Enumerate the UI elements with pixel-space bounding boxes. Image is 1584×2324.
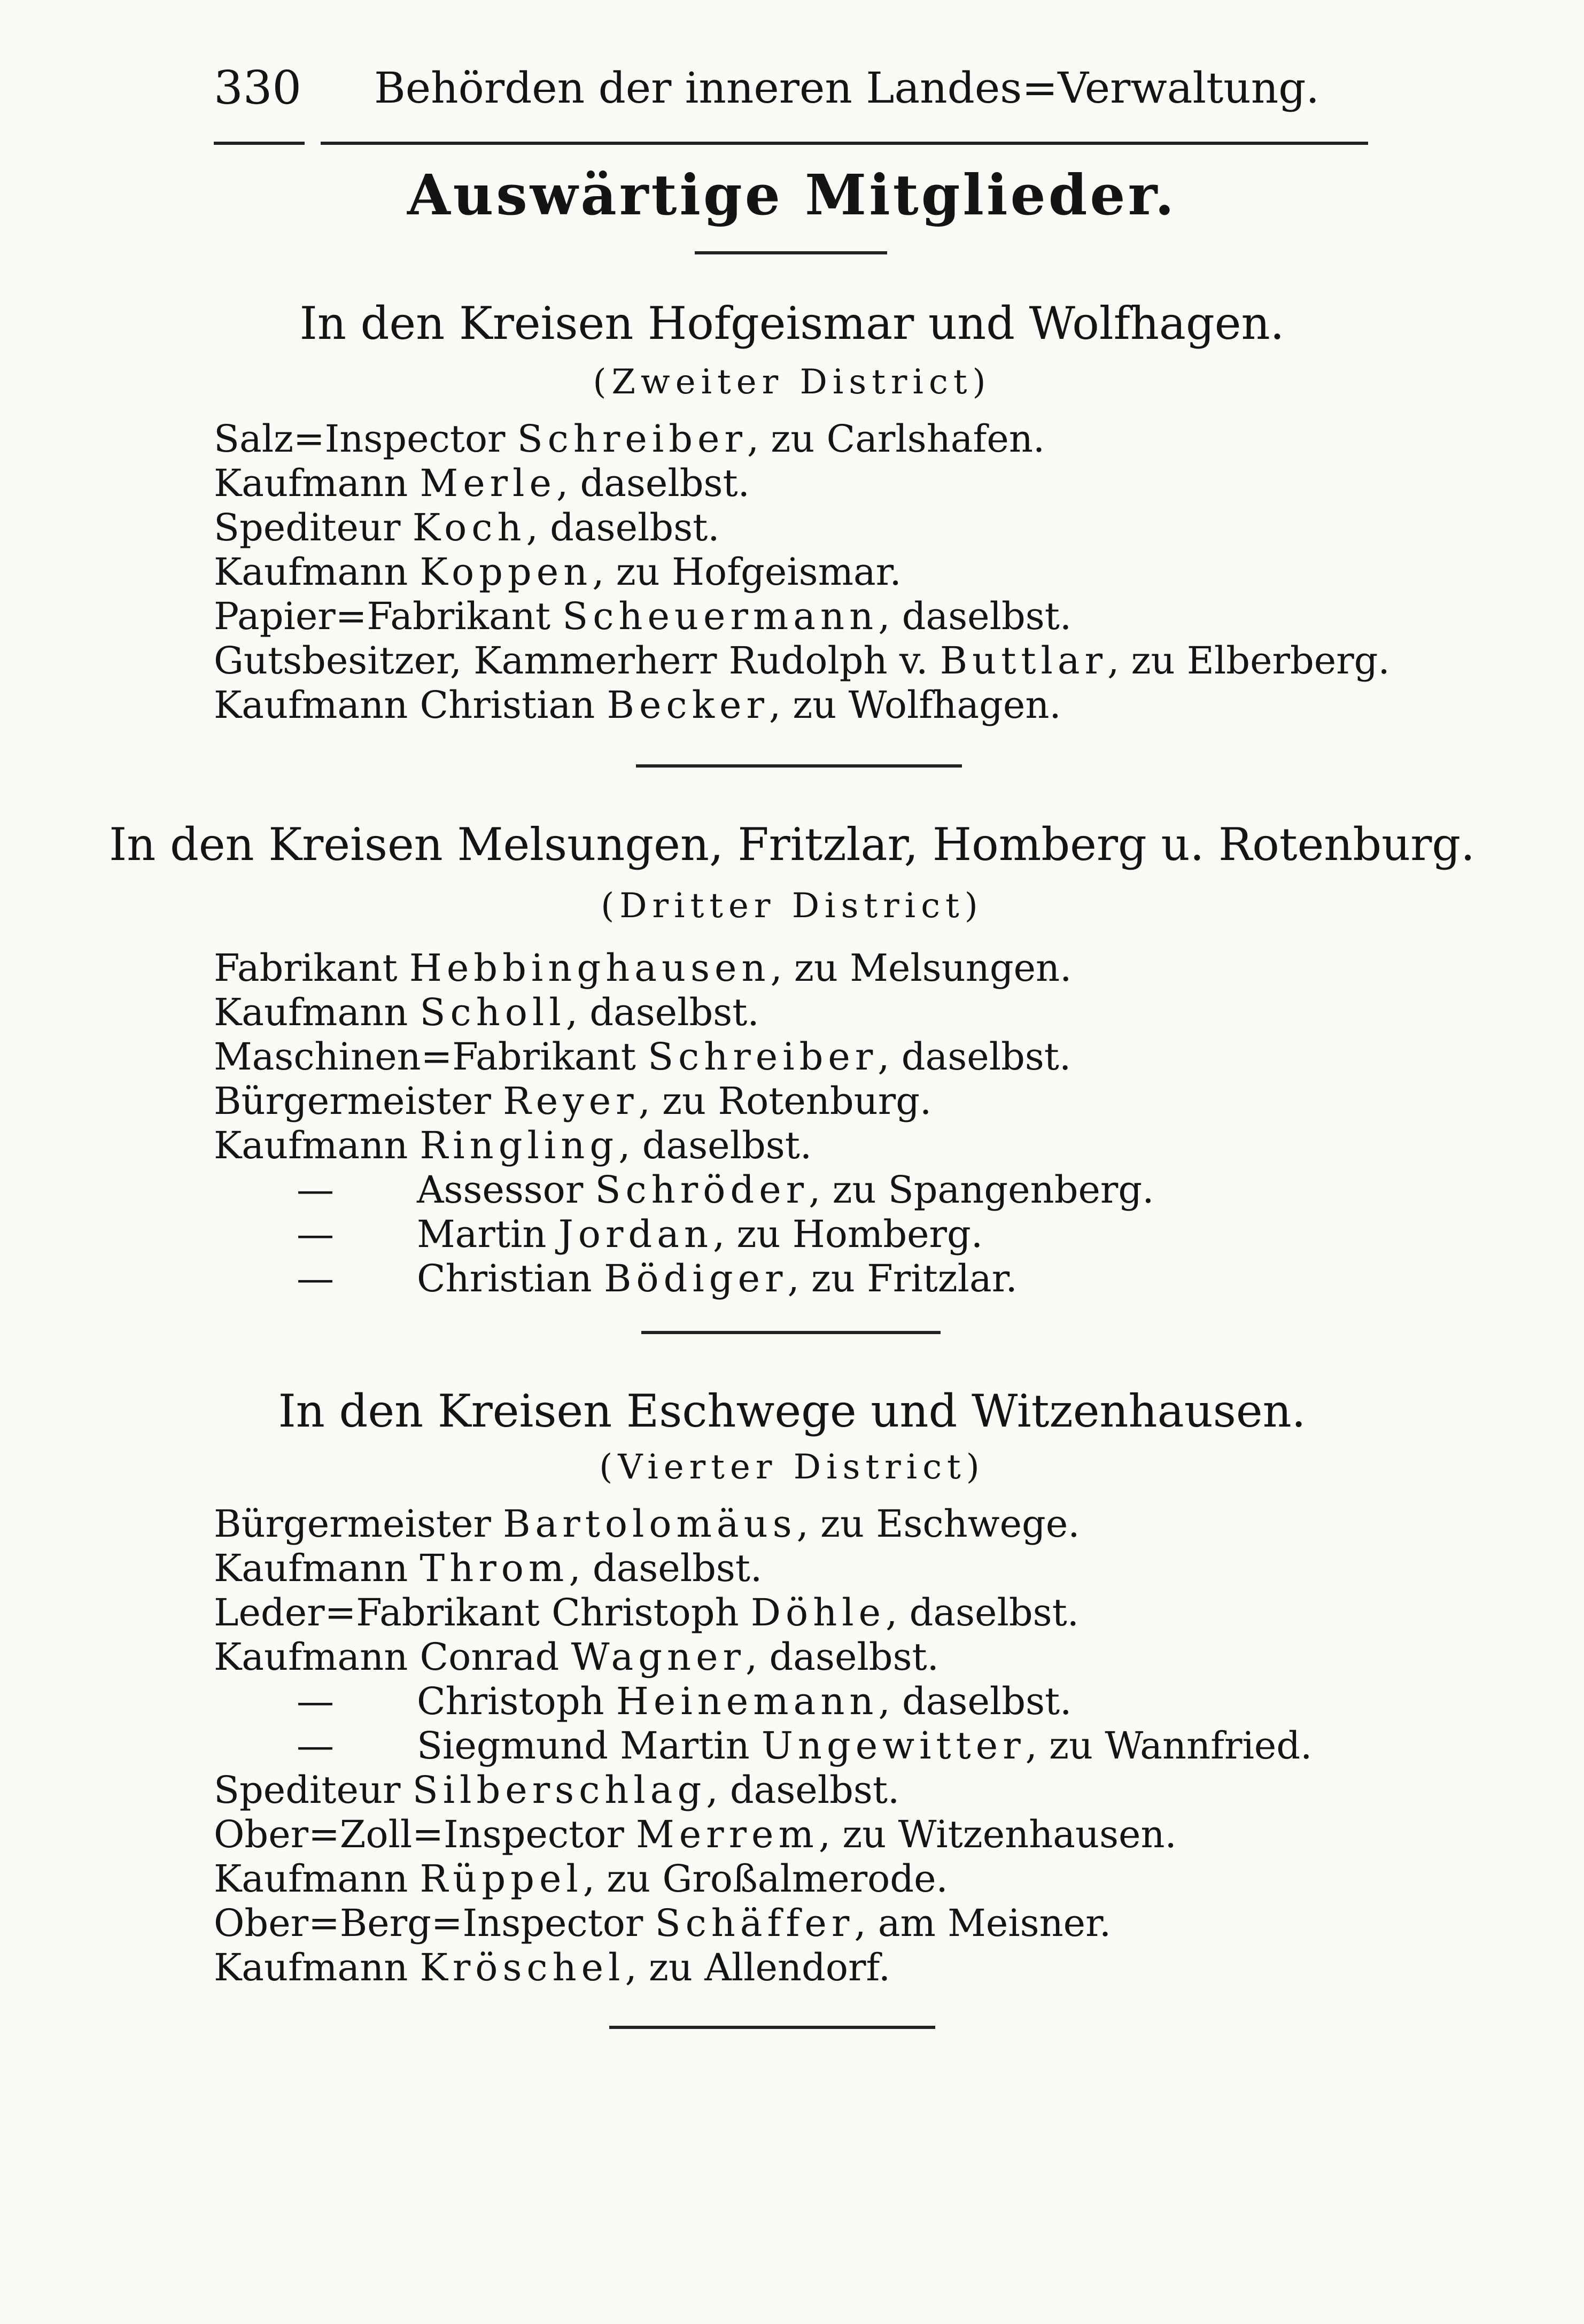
entry-title: Bürgermeister (214, 1502, 503, 1546)
page-header (214, 59, 1368, 118)
entry-title: Kaufmann (214, 1857, 420, 1901)
entry-name: Schröder (595, 1168, 809, 1212)
list-item (214, 1079, 1389, 1124)
entry-name: Merrem (636, 1812, 819, 1856)
district-label-2: (Zweiter District) (593, 362, 991, 402)
ditto-dash: — (297, 1724, 334, 1768)
entry-title: Kaufmann Christian (214, 683, 607, 727)
entry-name: Hebbinghausen (409, 946, 771, 990)
entry-title: Kaufmann (214, 461, 420, 505)
entry-place: , zu Hofgeismar. (592, 550, 902, 594)
entry-name: Bödiger (604, 1257, 788, 1300)
entry-title: Kaufmann (214, 1124, 420, 1167)
entry-name: Koch (412, 506, 526, 549)
list-item (214, 1502, 1389, 1546)
ditto-dash: — (297, 1257, 334, 1300)
entry-place: , zu Allendorf. (625, 1946, 891, 1989)
entry-title: Maschinen=Fabrikant (214, 1035, 648, 1079)
list-item (214, 1257, 1389, 1301)
entry-place: , zu Homberg. (713, 1212, 983, 1256)
list-item (214, 1857, 1389, 1901)
entry-place: , daselbst. (569, 1546, 763, 1590)
entry-name: Buttlar (939, 639, 1108, 683)
running-head: Behörden der inneren Landes=Verwaltung. (374, 63, 1319, 113)
entry-place: , zu Großalmerode. (583, 1857, 948, 1901)
entry-name: Silberschlag (412, 1768, 706, 1812)
section-divider (636, 764, 962, 768)
district-label-4: (Vierter District) (599, 1447, 985, 1487)
entry-name: Rüppel (420, 1857, 583, 1901)
section-heading-melsungen: In den Kreisen Melsungen, Fritzlar, Homberg u. Rotenburg. (109, 818, 1475, 871)
page-number: 330 (214, 61, 302, 115)
entry-title: Leder=Fabrikant Christoph (214, 1591, 751, 1634)
ditto-dash: — (297, 1168, 334, 1212)
list-item (214, 1901, 1389, 1946)
entry-place: , daselbst. (618, 1124, 812, 1167)
list-item (214, 1679, 1389, 1724)
list-item (214, 1812, 1389, 1857)
list-item (214, 683, 1389, 727)
entry-place: , zu Elberberg. (1107, 639, 1390, 683)
list-item (214, 1724, 1389, 1768)
entry-place: , daselbst. (556, 461, 750, 505)
list-item (214, 1035, 1389, 1079)
section-heading-eschwege: In den Kreisen Eschwege und Witzenhausen. (278, 1385, 1306, 1437)
entry-place: , zu Carlshafen. (747, 417, 1045, 461)
list-item (214, 417, 1389, 461)
entry-place: , zu Wannfried. (1025, 1724, 1313, 1768)
entry-title: Assessor (417, 1168, 595, 1212)
entry-place: , zu Spangenberg. (809, 1168, 1154, 1212)
entry-title: Martin (417, 1212, 558, 1256)
list-item (214, 1946, 1389, 1990)
list-item (214, 1768, 1389, 1812)
entry-title: Fabrikant (214, 946, 409, 990)
list-item (214, 946, 1389, 990)
entry-list-district-4 (214, 1502, 1389, 1990)
entry-name: Scholl (420, 990, 566, 1034)
entry-title: Christoph (417, 1679, 616, 1723)
entry-name: Wagner (571, 1635, 746, 1679)
entry-name: Ungewitter (761, 1724, 1026, 1768)
list-item (214, 1546, 1389, 1591)
entry-list-district-2 (214, 417, 1389, 727)
entry-place: , daselbst. (745, 1635, 939, 1679)
entry-name: Schreiber (648, 1035, 878, 1079)
entry-place: , zu Fritzlar. (787, 1257, 1018, 1300)
title-divider (695, 251, 887, 254)
list-item (214, 461, 1389, 506)
entry-title: Papier=Fabrikant (214, 594, 563, 638)
entry-title: Kaufmann Conrad (214, 1635, 571, 1679)
entry-name: Bartolomäus (503, 1502, 797, 1546)
entry-name: Ringling (420, 1124, 619, 1167)
entry-place: , zu Rotenburg. (638, 1079, 932, 1123)
entry-name: Döhle (750, 1591, 886, 1634)
page-title: Auswärtige Mitglieder. (407, 162, 1177, 228)
header-rule-short (214, 142, 305, 145)
entry-place: , daselbst. (878, 594, 1072, 638)
list-item (214, 506, 1389, 550)
district-label-3: (Dritter District) (601, 886, 983, 926)
list-item (214, 1124, 1389, 1168)
entry-place: , zu Wolfhagen. (768, 683, 1061, 727)
entry-title: Ober=Berg=Inspector (214, 1901, 655, 1945)
list-item (214, 639, 1389, 683)
entry-name: Kröschel (420, 1946, 625, 1989)
ditto-dash: — (297, 1212, 334, 1256)
entry-name: Reyer (503, 1079, 639, 1123)
entry-title: Spediteur (214, 1768, 413, 1812)
entry-name: Scheuermann (562, 594, 879, 638)
entry-title: Ober=Zoll=Inspector (214, 1812, 636, 1856)
entry-name: Schäffer (655, 1901, 855, 1945)
entry-name: Merle (420, 461, 556, 505)
list-item (214, 594, 1389, 639)
entry-place: , daselbst. (878, 1679, 1072, 1723)
entry-name: Schreiber (517, 417, 747, 461)
entry-place: , daselbst. (565, 990, 759, 1034)
entry-title: Kaufmann (214, 1946, 420, 1989)
list-item (214, 1635, 1389, 1679)
list-item (214, 1591, 1389, 1635)
entry-title: Kaufmann (214, 990, 420, 1034)
section-divider (609, 2026, 935, 2029)
entry-name: Throm (420, 1546, 569, 1590)
entry-place: , zu Melsungen. (770, 946, 1072, 990)
entry-title: Bürgermeister (214, 1079, 503, 1123)
entry-place: , daselbst. (886, 1591, 1079, 1634)
entry-place: , daselbst. (878, 1035, 1071, 1079)
entry-title: Spediteur (214, 506, 413, 549)
section-heading-hofgeismar: In den Kreisen Hofgeismar und Wolfhagen. (299, 297, 1285, 350)
list-item (214, 990, 1389, 1035)
entry-title: Christian (417, 1257, 604, 1300)
entry-name: Heinemann (616, 1679, 879, 1723)
list-item (214, 1212, 1389, 1257)
entry-place: , daselbst. (526, 506, 720, 549)
entry-place: , zu Eschwege. (796, 1502, 1080, 1546)
entry-list-district-3 (214, 946, 1389, 1301)
entry-title: Gutsbesitzer, Kammerherr Rudolph v. (214, 639, 940, 683)
entry-title: Kaufmann (214, 1546, 420, 1590)
entry-title: Salz=Inspector (214, 417, 517, 461)
section-divider (641, 1331, 941, 1334)
entry-place: , zu Witzenhausen. (818, 1812, 1177, 1856)
list-item (214, 550, 1389, 594)
entry-place: , daselbst. (706, 1768, 900, 1812)
ditto-dash: — (297, 1679, 334, 1723)
entry-name: Koppen (420, 550, 593, 594)
entry-place: , am Meisner. (854, 1901, 1112, 1945)
header-rule (321, 142, 1368, 145)
entry-title: Kaufmann (214, 550, 420, 594)
entry-name: Becker (607, 683, 769, 727)
list-item (214, 1168, 1389, 1212)
entry-name: Jordan (558, 1212, 713, 1256)
entry-title: Siegmund Martin (417, 1724, 762, 1768)
